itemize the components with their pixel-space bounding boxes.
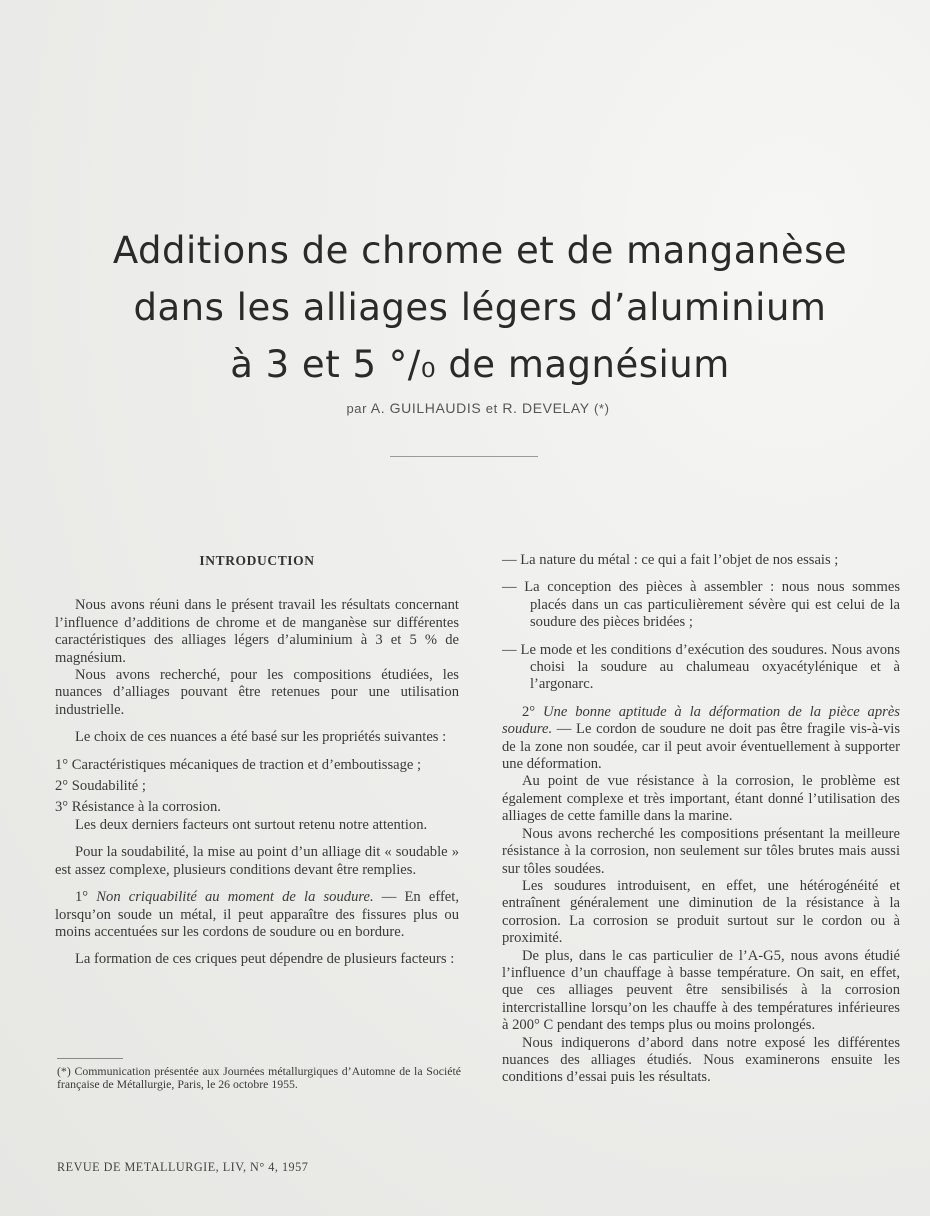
- footnote-mark: (*): [594, 401, 610, 416]
- author-2: R. DEVELAY: [502, 400, 590, 416]
- section-heading: INTRODUCTION: [199, 553, 315, 568]
- byline: [0, 400, 930, 416]
- list-item: 1° Caractéristiques mécaniques de traction et d’emboutissage ;: [55, 756, 422, 773]
- paragraph: Pour la soudabilité, la mise au point d’un alliage dit « soudable » est assez complexe, plusieurs conditions devant être remplies.: [55, 844, 459, 878]
- title-line-1: Additions de chrome et de manganèse: [112, 229, 848, 272]
- paragraph: Les deux derniers facteurs ont surtout retenu notre attention.: [75, 816, 428, 833]
- paragraph: Au point de vue résistance à la corrosion, le problème est également complexe et très important, étant donné l’utilisation des alliages de cette famille dans la marine.: [502, 773, 900, 825]
- list-item: 2° Soudabilité ;: [55, 778, 146, 795]
- dash-item: — Le mode et les conditions d’exécution des soudures. Nous avons choisi la soudure au chalumeau oxyacétylénique et à l’argonarc.: [502, 641, 900, 693]
- journal-reference: REVUE DE METALLURGIE, LIV, N° 4, 1957: [57, 1160, 309, 1174]
- dash-item: — La nature du métal : ce qui a fait l’objet de nos essais ;: [502, 552, 839, 568]
- italic-lead: Non criquabilité au moment de la soudure.: [96, 889, 374, 906]
- paragraph: Nous avons réuni dans le présent travail les résultats concernant l’influence d’additions de chrome et de manganèse sur différentes caractéristiques des alliages légers d’aluminium à 3 et 5 % de magnésium.: [55, 597, 459, 666]
- para-text: — Le cordon de soudure ne doit pas être fragile vis-à-vis de la zone non soudée, car il peut avoir éventuellement à supporter une déformation.: [502, 721, 900, 773]
- paragraph: Les soudures introduisent, en effet, une hétérogénéité et entraînent généralement une diminution de la résistance à la corrosion. La corrosion se produit surtout sur le cordon ou à proximité.: [502, 877, 900, 947]
- para-number: 2°: [522, 703, 536, 720]
- list-item: 3° Résistance à la corrosion.: [55, 799, 221, 816]
- paragraph: [55, 889, 459, 941]
- paragraph: Le choix de ces nuances a été basé sur les propriétés suivantes :: [75, 729, 447, 746]
- left-column: [55, 552, 459, 969]
- author-1: A. GUILHAUDIS: [370, 400, 482, 416]
- para-number: 1°: [75, 889, 89, 906]
- paragraph: Nous avons recherché les compositions présentant la meilleure résistance à la corrosion, non seulement sur tôles brutes mais aussi sur tôles soudées.: [502, 825, 900, 877]
- right-column: [502, 552, 900, 1087]
- italic-lead: Une bonne aptitude à la déformation de la pièce après soudure.: [502, 703, 900, 738]
- byline-par: par: [346, 401, 368, 416]
- para-text: — En effet, lorsqu’on soude un métal, il peut apparaître des fissures plus ou moins accentuées sur les cordons de soudure ou en bordure.: [55, 889, 459, 940]
- article-title: [60, 222, 900, 393]
- dash-item: — La conception des pièces à assembler : nous nous sommes placés dans un cas particulièrement sévère qui est celui de la soudure des pièces bridées ;: [502, 579, 900, 631]
- paragraph: La formation de ces criques peut dépendre de plusieurs facteurs :: [75, 951, 455, 968]
- paragraph: [502, 704, 900, 774]
- title-divider: [390, 456, 538, 457]
- byline-et: et: [485, 401, 498, 416]
- title-line-2: dans les alliages légers d’aluminium: [133, 286, 827, 329]
- title-line-3: à 3 et 5 °/₀ de magnésium: [230, 343, 730, 386]
- footnote: (*) Communication présentée aux Journées métallurgiques d’Automne de la Société française de Métallurgie, Paris, le 26 octobre 1955.: [57, 1064, 461, 1091]
- paragraph: De plus, dans le cas particulier de l’A-G5, nous avons étudié l’influence d’un chauffage à basse température. On sait, en effet, que ces alliages peuvent être sensibilisés à la corrosion intercristalline lorsqu’on les chauffe à des températures inférieures à 200° C pendant des temps plus ou moins prolongés.: [502, 947, 900, 1034]
- paragraph: Nous avons recherché, pour les compositions étudiées, les nuances d’alliages pouvant être retenues pour une utilisation industrielle.: [55, 667, 459, 718]
- paragraph: Nous indiquerons d’abord dans notre exposé les différentes nuances des alliages étudiés. Nous examinerons ensuite les conditions d’essai puis les résultats.: [502, 1034, 900, 1086]
- footnote-rule: [57, 1058, 123, 1059]
